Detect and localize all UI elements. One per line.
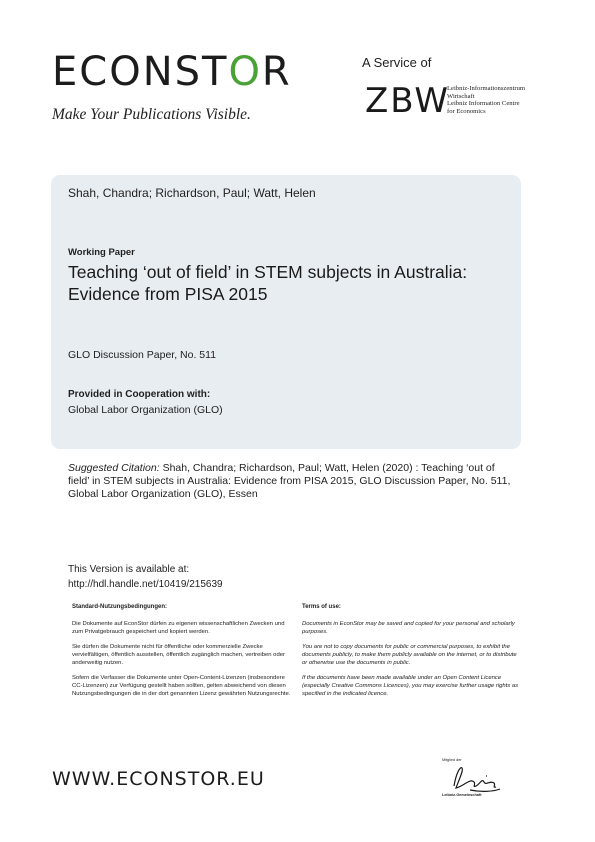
logo-text-part: R (261, 49, 292, 95)
terms-paragraph: Sofern die Verfasser die Dokumente unter Open-Content-Lizenzen (insbesondere CC-Lizenzen) zur Verfügung gestellt haben sollten, gelten abweichend von diesen Nutzungsbedingungen die in der dort genannten Lizenz gewährten Nutzungsrechte. (72, 675, 291, 697)
zbw-logo: ZBW (365, 81, 451, 121)
zbw-line: for Economics (447, 107, 486, 115)
econstor-url[interactable]: WWW.ECONSTOR.EU (52, 768, 265, 790)
member-label: Mitglied der (442, 758, 462, 762)
terms-heading: Terms of use: (302, 604, 341, 610)
handle-link[interactable]: http://hdl.handle.net/10419/215639 (68, 579, 223, 590)
service-label: A Service of (362, 55, 432, 70)
paper-title: Teaching ‘out of field’ in STEM subjects in Australia: Evidence from PISA 2015 (68, 262, 468, 304)
econstor-logo (52, 49, 292, 95)
logo-green-o-icon: O (228, 49, 262, 95)
terms-paragraph: Sie dürfen die Dokumente nicht für öffentliche oder kommerzielle Zwecke vervielfältigen, öffentlich ausstellen, öffentlich zugänglich machen, vertreiben oder anderweitig nutzen. (72, 644, 285, 666)
terms-english (302, 603, 522, 705)
logo-text-part: ST (174, 49, 229, 95)
zbw-line: Wirtschaft (447, 92, 475, 100)
document-type: Working Paper (68, 247, 135, 258)
zbw-line: Leibniz Information Centre (447, 100, 520, 108)
version-label: This Version is available at: (68, 564, 190, 575)
logo-text-part: ECON (52, 49, 175, 95)
citation-label: Suggested Citation: (68, 462, 160, 474)
terms-paragraph: You are not to copy documents for public or commercial purposes, to exhibit the documents publicly, to make them publicly available on the internet, or to distribute or otherwise use the documents in public. (302, 644, 517, 666)
authors: Shah, Chandra; Richardson, Paul; Watt, Helen (68, 186, 316, 200)
terms-paragraph: Die Dokumente auf EconStor dürfen zu eigenen wissenschaftlichen Zwecken und zum Privatgebrauch gespeichert und kopiert werden. (72, 621, 285, 635)
terms-paragraph: If the documents have been made available under an Open Content Licence (especially Creative Commons Licences), you may exercise further usage rights as specified in the indicated licence. (302, 675, 519, 697)
zbw-line: Leibniz-Informationszentrum (447, 85, 525, 92)
suggested-citation (68, 462, 518, 501)
cooperation-label: Provided in Cooperation with: (68, 389, 211, 400)
zbw-description (447, 85, 525, 115)
citation-text: Shah, Chandra; Richardson, Paul; Watt, Helen (2020) : Teaching ‘out of field’ in STEM subjects in Australia: Evidence from PISA 2015, GLO Discussion Paper, No. 511, Global Labor Organization (GLO), Essen (68, 462, 511, 500)
leibniz-subtitle: Leibniz-Gemeinschaft (442, 793, 482, 797)
tagline: Make Your Publications Visible. (52, 106, 251, 123)
cooperation-value: Global Labor Organization (GLO) (68, 404, 223, 416)
terms-paragraph: Documents in EconStor may be saved and copied for your personal and scholarly purposes. (302, 621, 515, 635)
version-info (68, 562, 223, 592)
leibniz-logo (440, 756, 510, 802)
series-info: GLO Discussion Paper, No. 511 (68, 349, 217, 361)
terms-heading: Standard-Nutzungsbedingungen: (72, 604, 167, 610)
terms-german (72, 603, 292, 705)
leibniz-name (454, 778, 457, 779)
